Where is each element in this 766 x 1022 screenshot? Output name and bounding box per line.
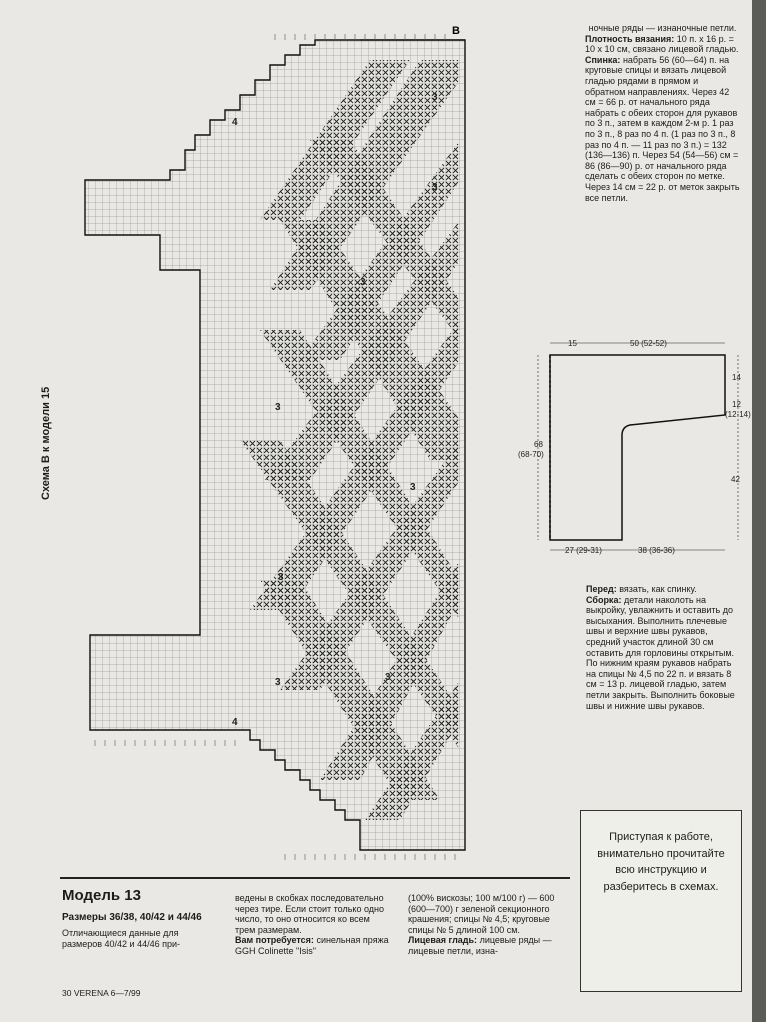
page-footer: 30 VERENA 6—7/99 (62, 988, 141, 998)
gauge-label: Плотность вязания: (585, 33, 675, 44)
front-label: Перед: (586, 584, 617, 594)
chart-vertical-label: Схема B к модели 15 (40, 386, 52, 500)
motif-3: 3 (432, 92, 438, 103)
gauge-text: 10 п. х 16 р. = 10 х 10 см, связано лицевой гладью. (585, 33, 739, 55)
garment-schematic (510, 335, 765, 560)
notice-text: Приступая к работе, внимательно прочитайте всю инструкцию и разберитесь в схемах. (597, 831, 725, 893)
back-label: Спинка: (585, 54, 621, 65)
instructions-right-column (585, 23, 740, 203)
back-text: набрать 56 (60—64) п. на круговые спицы и вязать лицевой гладью рядами в прямом и обратном направлениях. Через 42 см = 66 р. от начального ряда набрать с обеих сторон для рукавов по 3 п., затем в каждом 2-м р. 1 раз по 3 п., 8 раз по 4 п. (1 раз по 3 п., 8 раз по 4 п. — 11 раз по 3 п.) = 132 (136—136) п. Через 54 (54—56) см = 86 (86—90) р. от начального ряда сделать с обеих сторон по метке. Через 14 см = 22 р. от меток закрыть все петли. (585, 54, 740, 203)
assembly-text: детали наколоть на выкройку, увлажнить и оставить до высыхания. Выполнить плечевые швы и верхние швы рукавов, средний участок длиной 30 см оставить для горловины открытым. По нижним краям рукавов набрать на спицы № 4,5 по 22 п. и вязать 8 см = 13 р. лицевой гладью, затем петли закрыть. Выполнить боковые швы и нижние швы рукавов. (586, 594, 735, 711)
chart-label-b: B (452, 25, 460, 37)
motif-3: 3 (385, 672, 391, 683)
motif-3: 3 (275, 677, 281, 688)
stockinette-text: лицевые ряды — лицевые петли, изна- (408, 935, 552, 956)
dim-top-right: 50 (52-52) (630, 339, 667, 348)
motif-4-bottom: 4 (232, 717, 238, 728)
para-purl-rows: ночные ряды — изнаночные петли. (588, 23, 737, 33)
motif-3: 3 (278, 572, 284, 583)
materials (235, 935, 390, 956)
materials-label: Вам потребуется: (235, 935, 314, 946)
motif-3: 3 (360, 277, 366, 288)
materials-text: синельная пряжа GGH Colinette "Isis" (235, 935, 389, 956)
sizes-explanation: ведены в скобках последовательно через тире. Если стоит только одно число, то оно относится ко всем трем размерам. (235, 893, 385, 935)
dim-top-left: 15 (568, 339, 577, 348)
dim-left-total2: (68-70) (518, 450, 544, 459)
sizes-note: Отличающиеся данные для размеров 40/42 и 44/46 при- (62, 928, 180, 949)
para-assembly (586, 595, 740, 712)
section-rule (60, 877, 570, 879)
knitting-chart (60, 20, 480, 870)
dim-right-b: 12 (732, 400, 741, 409)
stockinette (408, 935, 566, 956)
page-edge-shadow (752, 0, 766, 1022)
bottom-column-2 (235, 893, 390, 957)
dim-left-total: 68 (534, 440, 543, 449)
notice-box (580, 810, 742, 992)
front-text: вязать, как спинку. (619, 584, 697, 594)
bottom-column-3 (408, 893, 566, 957)
instructions-right-column-lower (586, 584, 740, 711)
dim-right-c: 42 (731, 475, 740, 484)
motif-3: 3 (410, 482, 416, 493)
assembly-label: Сборка: (586, 594, 622, 605)
motif-4-top: 4 (232, 117, 238, 128)
sizes-label: Размеры 36/38, 40/42 и 44/46 (62, 912, 202, 923)
para-front (586, 584, 740, 595)
dim-right-a: 14 (732, 373, 741, 382)
materials-cont: (100% вискозы; 100 м/100 г) — 600 (600—700) г зеленой секционного крашения; спицы № 4,5; круговые спицы № 5 длиной 100 см. (408, 893, 555, 935)
para-gauge (585, 34, 740, 55)
motif-3: 3 (432, 182, 438, 193)
model-title: Модель 13 (62, 887, 141, 904)
stockinette-label: Лицевая гладь: (408, 935, 478, 946)
dim-right-b2: (12-14) (725, 410, 751, 419)
dim-bottom-left: 27 (29-31) (565, 546, 602, 555)
bottom-column-1 (62, 912, 212, 949)
para-back (585, 55, 740, 203)
dim-bottom-right: 38 (36-36) (638, 546, 675, 555)
motif-3: 3 (275, 402, 281, 413)
